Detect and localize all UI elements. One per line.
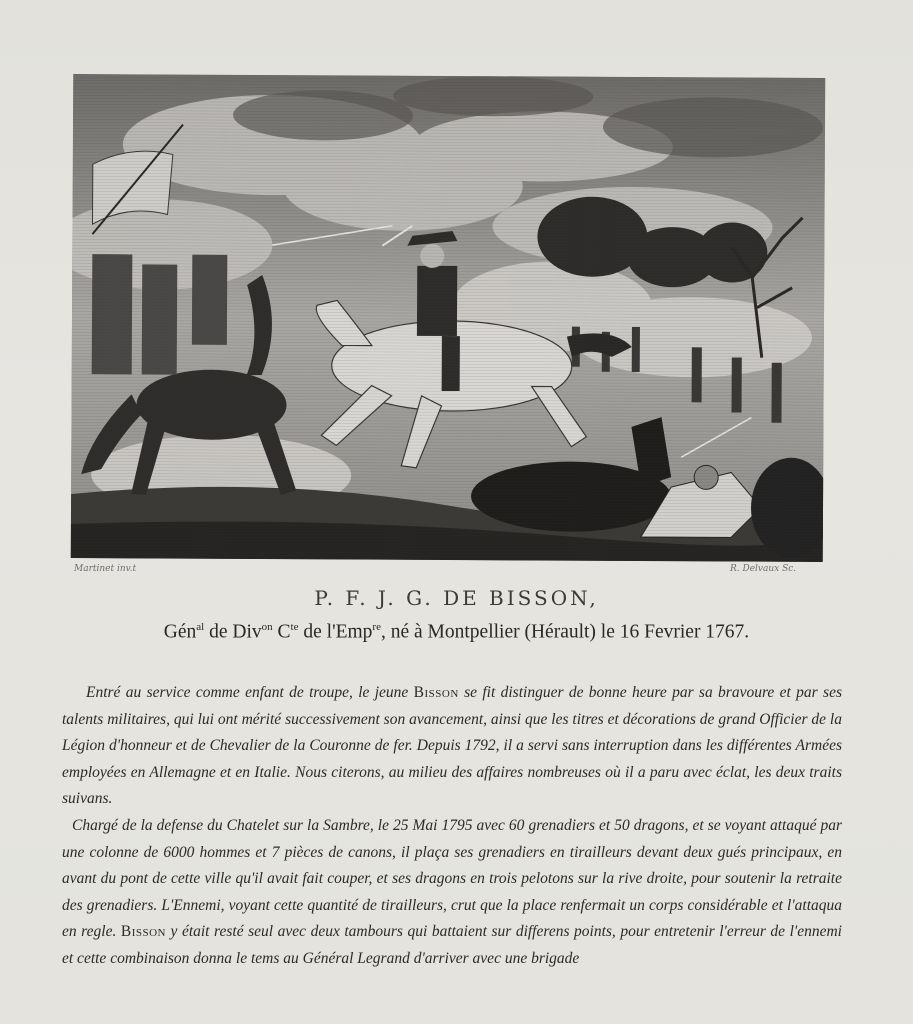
subtitle-part: Gén xyxy=(163,621,197,643)
subtitle-sup: re xyxy=(372,621,381,633)
artist-credit: Martinet inv.t xyxy=(74,564,137,574)
subtitle-part: de Div xyxy=(204,621,262,643)
subtitle-sup: on xyxy=(261,621,273,633)
battle-engraving xyxy=(71,74,826,562)
text-run: Entré au service comme enfant de troupe, le jeune xyxy=(86,684,414,701)
subject-name: Bisson xyxy=(120,923,166,941)
subtitle-part: , né à Montpellier (Hérault) le 16 Fevrier 1767. xyxy=(380,621,750,643)
subtitle xyxy=(0,621,913,644)
subject-name: Bisson xyxy=(413,684,459,701)
text-run: se fit distinguer de bonne heure par sa bravoure et par ses talents militaires, qui lui ont mérité successivement son avancement, ainsi que les titres et décorations de grand Officier de la Légion d'honneur et de Chevalier de la Couronne de fer. Depuis 1792, il a servi sans interruption dans les différentes Armées employées en Allemagne et en Italie. Nous citerons, au milieu des affaires nombreuses où il a paru avec éclat, les deux traits suivans. xyxy=(62,684,842,808)
paragraph xyxy=(62,813,842,973)
subtitle-sup: te xyxy=(290,621,299,633)
engraver-credit: R. Delvaux Sc. xyxy=(730,564,797,574)
text-run: y était resté seul avec deux tambours qui battaient sur differens points, pour entretenir l'erreur de l'ennemi et cette combinaison donna le tems au Général Legrand d'arriver avec une brigade xyxy=(62,923,842,967)
page-title: P. F. J. G. DE BISSON, xyxy=(314,586,599,610)
text-run: Chargé de la defense du Chatelet sur la Sambre, le 25 Mai 1795 avec 60 grenadiers et 50 dragons, et se voyant attaqué par une colonne de 6000 hommes et 7 pièces de canons, il plaça ses grenadiers en tirailleurs devant deux gués principaux, en avant du pont de cette ville qu'il avait fait couper, et ses dragons en trois pelotons sur la rive droite, pour soutenir la retraite des grenadiers. L'Ennemi, voyant cette quantité de tirailleurs, crut que la place renfermait un corps considérable et l'attaqua en regle. xyxy=(62,816,842,941)
subtitle-part: C xyxy=(272,621,291,643)
subtitle-sup: al xyxy=(196,621,205,633)
biography-text xyxy=(62,680,842,973)
paragraph xyxy=(62,680,842,813)
subtitle-part: de l'Emp xyxy=(298,621,373,643)
